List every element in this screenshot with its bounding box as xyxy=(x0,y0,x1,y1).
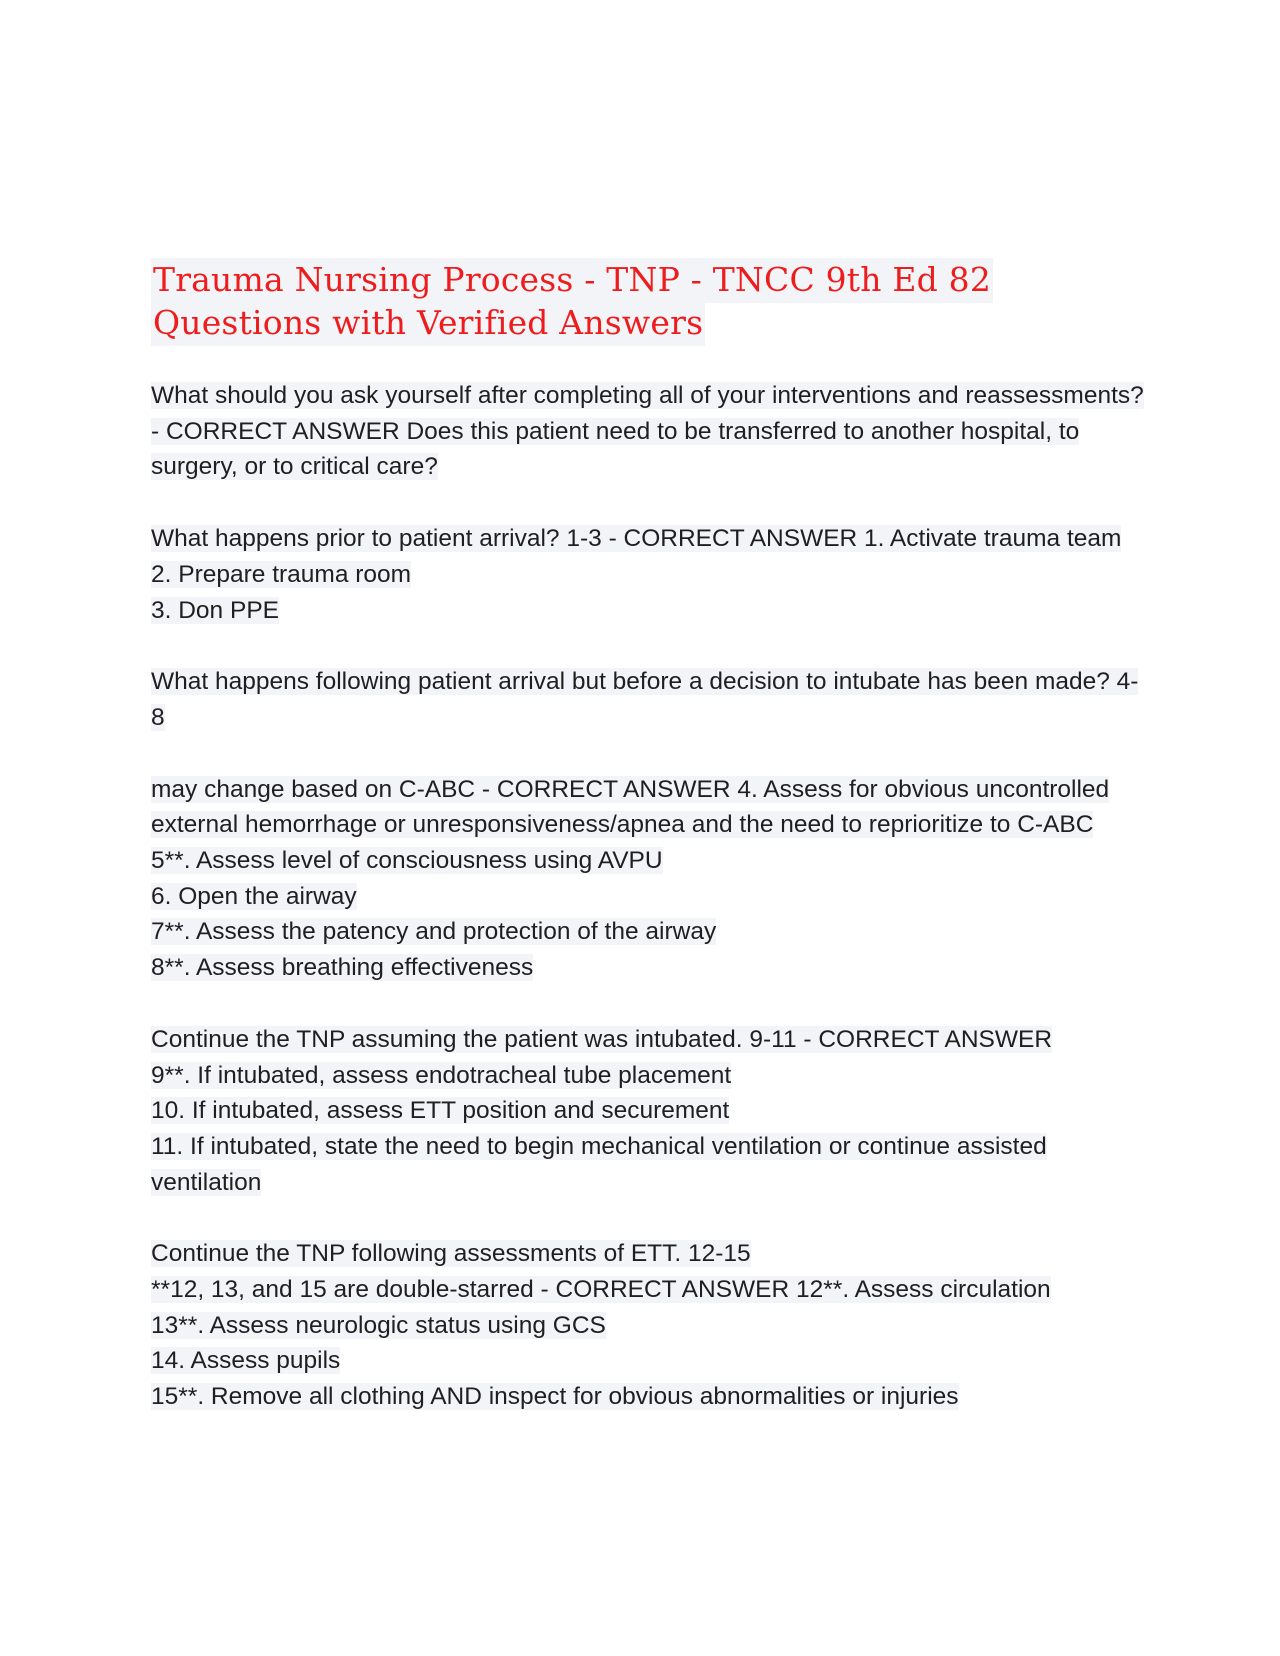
qa-line xyxy=(151,1379,1151,1415)
qa-line-text: may change based on C-ABC - CORRECT ANSWER 4. Assess for obvious uncontrolled external hemorrhage or unresponsiveness/apnea and the need to reprioritize to C-ABC xyxy=(151,775,1110,839)
document-title-text: Trauma Nursing Process - TNP - TNCC 9th Ed 82 Questions with Verified Answers xyxy=(151,258,993,346)
qa-line xyxy=(151,521,1151,557)
qa-line-text: 13**. Assess neurologic status using GCS xyxy=(151,1311,606,1339)
qa-line xyxy=(151,1272,1151,1308)
qa-block xyxy=(151,1022,1151,1201)
qa-block xyxy=(151,378,1151,485)
qa-line-text: **12, 13, and 15 are double-starred - CORRECT ANSWER 12**. Assess circulation xyxy=(151,1276,1051,1304)
qa-line-text: 11. If intubated, state the need to begin mechanical ventilation or continue assisted ventilation xyxy=(151,1132,1047,1196)
qa-line-text: What should you ask yourself after completing all of your interventions and reassessments? - CORRECT ANSWER Does this patient need to be transferred to another hospital, to surgery, or to critical care? xyxy=(151,382,1144,481)
qa-line-text: 15**. Remove all clothing AND inspect for obvious abnormalities or injuries xyxy=(151,1383,959,1411)
qa-block xyxy=(151,1236,1151,1415)
qa-line xyxy=(151,557,1151,593)
qa-line xyxy=(151,1022,1151,1058)
qa-line xyxy=(151,1058,1151,1094)
qa-line-text: 5**. Assess level of consciousness using AVPU xyxy=(151,847,663,875)
qa-line-text: 9**. If intubated, assess endotracheal tube placement xyxy=(151,1061,732,1089)
qa-line-text: 8**. Assess breathing effectiveness xyxy=(151,954,534,982)
qa-line xyxy=(151,378,1151,485)
qa-line xyxy=(151,914,1151,950)
document-title xyxy=(151,258,1151,344)
qa-line xyxy=(151,879,1151,915)
qa-line xyxy=(151,950,1151,986)
qa-line xyxy=(151,664,1151,735)
qa-line xyxy=(151,1343,1151,1379)
qa-line xyxy=(151,1308,1151,1344)
qa-line-text: What happens following patient arrival but before a decision to intubate has been made? 4-8 xyxy=(151,668,1139,731)
qa-line xyxy=(151,1236,1151,1272)
qa-line-text: 7**. Assess the patency and protection of the airway xyxy=(151,918,717,946)
qa-block xyxy=(151,772,1151,986)
qa-block xyxy=(151,521,1151,628)
qa-line-text: 10. If intubated, assess ETT position and securement xyxy=(151,1097,730,1125)
qa-line xyxy=(151,593,1151,629)
qa-line-text: Continue the TNP assuming the patient was intubated. 9-11 - CORRECT ANSWER xyxy=(151,1025,1053,1053)
qa-line-text: What happens prior to patient arrival? 1-3 - CORRECT ANSWER 1. Activate trauma team xyxy=(151,525,1122,553)
qa-line xyxy=(151,772,1151,843)
qa-line-text: Continue the TNP following assessments of ETT. 12-15 xyxy=(151,1240,751,1268)
qa-line-text: 6. Open the airway xyxy=(151,882,357,910)
qa-block xyxy=(151,664,1151,735)
document-page xyxy=(151,258,1151,1451)
qa-line xyxy=(151,1093,1151,1129)
qa-line-text: 3. Don PPE xyxy=(151,596,280,624)
qa-line xyxy=(151,1129,1151,1200)
qa-line xyxy=(151,843,1151,879)
qa-line-text: 2. Prepare trauma room xyxy=(151,560,412,588)
qa-line-text: 14. Assess pupils xyxy=(151,1347,341,1375)
